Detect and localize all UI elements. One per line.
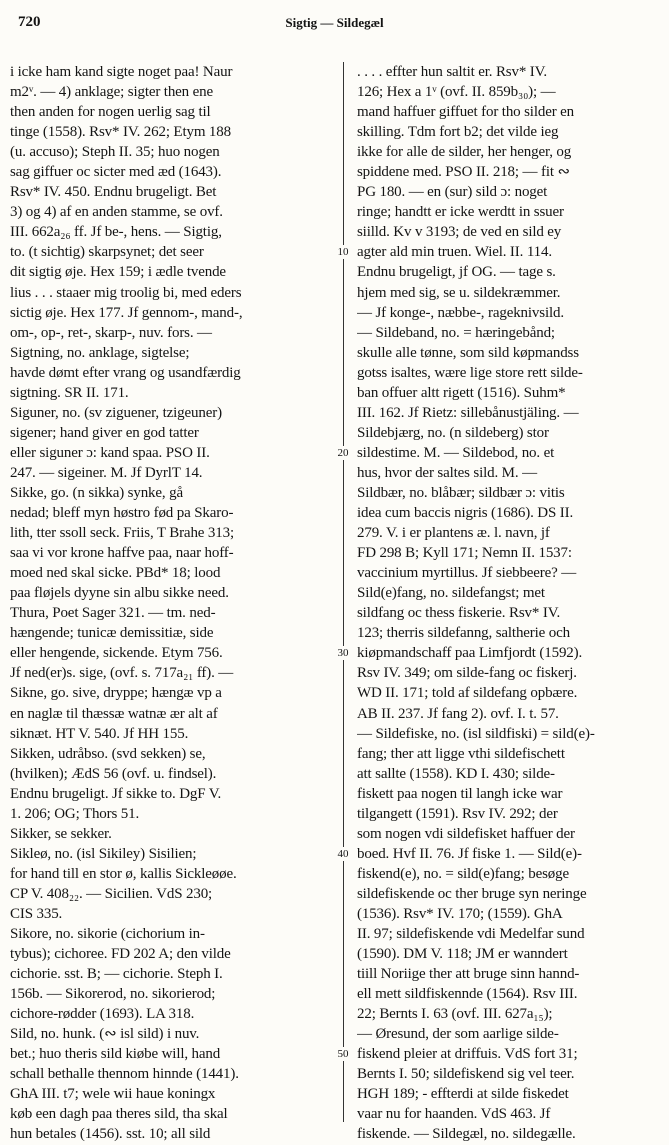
text-line: idea cum baccis nigris (1686). DS II. [357, 505, 574, 522]
text-line: 279. V. i er plantens æ. l. navn, jf [357, 525, 550, 542]
text-line: GhA III. t7; wele wii haue koningx [10, 1086, 216, 1103]
text-line: FD 298 B; Kyll 171; Nemn II. 1537: [357, 545, 572, 562]
text-line: fiskett paa nogen til langh icke war [357, 785, 563, 802]
text-line: sictig øje. Hex 177. Jf gennom-, mand-, [10, 304, 243, 321]
text-line: 1. 206; OG; Thors 51. [10, 805, 140, 822]
text-line: m2ᵛ. — 4) anklage; sigter then ene [10, 84, 213, 101]
text-line: agter ald min truen. Wiel. II. 114. [357, 244, 552, 261]
text-line: skulle alle tønne, som sild køpmandss [357, 344, 579, 361]
text-line: ringe; handtt er icke werdtt in ssuer [357, 204, 564, 221]
text-line: III. 162. Jf Rietz: sillebånustjäling. — [357, 404, 579, 421]
text-line: for hand till en stor ø, kallis Sickleøøe. [10, 865, 237, 882]
line-number-marker: 10 [330, 245, 356, 259]
line-number-marker: 50 [330, 1047, 356, 1061]
text-line: hun betales (1456). sst. 10; all sild [10, 1126, 211, 1143]
text-line: sildefiskende oc ther bruge syn neringe [357, 885, 587, 902]
text-line: II. 97; sildefiskende vdi Medelfar sund [357, 926, 585, 943]
text-line: 156b. — Sikorerod, no. sikorierod; [10, 986, 216, 1003]
text-line: (1590). DM V. 118; JM er wanndert [357, 946, 568, 963]
page-header [18, 14, 651, 40]
text-line: vaar nu for haanden. VdS 463. Jf [357, 1106, 551, 1123]
text-line: siknæt. HT V. 540. Jf HH 155. [10, 725, 189, 742]
text-line: 247. — sigeiner. M. Jf DyrlT 14. [10, 464, 203, 481]
text-line: Thura, Poet Sager 321. — tm. ned- [10, 605, 216, 622]
text-line: cichore-rødder (1693). LA 318. [10, 1006, 195, 1023]
text-line: Sigtning, no. anklage, sigtelse; [10, 344, 190, 361]
running-title: Sigtig — Sildegæl [285, 15, 384, 30]
text-line: lith, tter ssoll seck. Friis, T Brahe 313; [10, 525, 234, 542]
text-line: schall bethalle thennom hinnde (1441). [10, 1066, 239, 1083]
text-line: Bernts I. 50; sildefiskend sig vel teer. [357, 1066, 575, 1083]
text-line: sildfang oc thess fiskerie. Rsv* IV. [357, 605, 561, 622]
text-line: skilling. Tdm fort b2; det vilde ieg [357, 124, 559, 141]
text-line: cichorie. sst. B; — cichorie. Steph I. [10, 966, 223, 983]
text-line: WD II. 171; told af sildefang opbære. [357, 685, 578, 702]
text-line: Sild(e)fang, no. sildefangst; met [357, 585, 545, 602]
text-line: ell mett sildfiskennde (1564). Rsv III. [357, 986, 578, 1003]
text-line: boed. Hvf II. 76. Jf fiske 1. — Sild(e)- [357, 845, 582, 862]
text-line: ban offuer altt rigett (1516). Suhm* [357, 384, 566, 401]
text-line: saa vi vor krone haffve paa, naar hoff- [10, 545, 234, 562]
text-line: køb een dagh paa theres sild, tha skal [10, 1106, 228, 1123]
text-line: Jf ned(er)s. sige, (ovf. s. 717a₂₁ ff). — [10, 665, 234, 682]
text-line: then anden for nogen uerlig sag til [10, 104, 211, 121]
text-line: HGH 189; - effterdi at silde fiskedet [357, 1086, 569, 1103]
text-line: fiskend(e), no. = sild(e)fang; besøge [357, 865, 570, 882]
text-line: CIS 335. [10, 905, 63, 922]
text-line: PG 180. — en (sur) sild ɔ: noget [357, 184, 548, 201]
left-column [10, 62, 328, 1145]
line-number-marker: 30 [330, 646, 356, 660]
text-line: Siguner, no. (sv ziguener, tzigeuner) [10, 404, 222, 421]
text-line: Sikore, no. sikorie (cichorium in- [10, 926, 205, 943]
text-line: gotss isaltes, wære lige store rett silde- [357, 364, 583, 381]
text-line: . . . . effter hun saltit er. Rsv* IV. [357, 64, 547, 80]
text-line: Rsv* IV. 450. Endnu brugeligt. Bet [10, 184, 217, 201]
text-line: tiill Noriige ther att bruge sinn hannd- [357, 966, 580, 983]
text-line: hængende; tunicæ demissitiæ, side [10, 625, 214, 642]
page-number: 720 [18, 14, 41, 30]
text-line: — Øresund, der som aarlige silde- [357, 1026, 559, 1043]
text-line: — Sildefiske, no. (isl sildfiski) = sild(e)- [357, 725, 595, 742]
text-line: hus, hvor der saltes sild. M. — [357, 464, 537, 481]
text-line: fang; ther att ligge vthi sildefischett [357, 745, 565, 762]
text-line: sag giffuer oc sicter med æd (1643). [10, 164, 222, 181]
text-line: tinge (1558). Rsv* IV. 262; Etym 188 [10, 124, 231, 141]
text-line: hjem med sig, se u. sildekræmmer. [357, 284, 561, 301]
line-number-marker: 40 [330, 847, 356, 861]
text-line: Sikke, go. (n sikka) synke, gå [10, 484, 183, 501]
text-line: att sallte (1558). KD I. 430; silde- [357, 765, 555, 782]
text-line: i icke ham kand sigte noget paa! Naur [10, 64, 233, 80]
text-line: Sild, no. hunk. (∾ isl sild) i nuv. [10, 1026, 200, 1043]
text-line: moed ned skal sicke. PBd* 18; lood [10, 565, 221, 582]
text-line: — Sildeband, no. = hæringebånd; [357, 324, 555, 341]
text-line: ikke for alle de silder, her henger, og [357, 144, 572, 161]
text-line: Sildbær, no. blåbær; sildbær ɔ: vitis [357, 484, 565, 501]
text-line: 3) og 4) af en anden stamme, se ovf. [10, 204, 223, 221]
text-line: mand haffuer giffuet for tho silder en [357, 104, 575, 121]
text-line: 123; therris sildefanng, saltherie och [357, 625, 570, 642]
text-line: Sikken, udråbso. (svd sekken) se, [10, 745, 206, 762]
text-line: siilld. Kv v 3193; de ved en sild ey [357, 224, 562, 241]
text-line: om-, op-, ret-, skarp-, nuv. fors. — [10, 324, 212, 341]
text-line: (u. accuso); Steph II. 35; huo nogen [10, 144, 220, 161]
text-line: Rsv IV. 349; om silde-fang oc fiskerj. [357, 665, 577, 682]
text-line: eller siguner ɔ: kand spaa. PSO II. [10, 444, 210, 461]
text-line: sigtning. SR II. 171. [10, 384, 129, 401]
text-line: Sikker, se sekker. [10, 825, 112, 842]
text-line: Sikleø, no. (isl Sikiley) Sisilien; [10, 845, 197, 862]
text-line: Sildebjærg, no. (n sildeberg) stor [357, 424, 549, 441]
text-line: sildestime. M. — Sildebod, no. et [357, 444, 555, 461]
text-line: III. 662a₂₆ ff. Jf be-, hens. — Sigtig, [10, 224, 222, 241]
text-line: tybus); cichoree. FD 202 A; den vilde [10, 946, 231, 963]
text-line: havde dømt efter vrang og usandfærdig [10, 364, 241, 381]
text-line: sigener; hand giver en god tatter [10, 424, 199, 441]
text-line: som nogen vdi sildefisket haffuer der [357, 825, 575, 842]
text-line: fiskende. — Sildegæl, no. sildegælle. [357, 1126, 576, 1143]
text-line: dit sigtig øje. Hex 159; i ædle tvende [10, 264, 226, 281]
text-line: Sikne, go. sive, dryppe; hængæ vp a [10, 685, 222, 702]
text-line: spiddene med. PSO II. 218; — fit ∾ [357, 164, 570, 181]
line-number-marker: 20 [330, 446, 356, 460]
text-line: AB II. 237. Jf fang 2). ovf. I. t. 57. [357, 705, 559, 722]
text-line: paa fløjels dyyne sin albu sikke need. [10, 585, 229, 602]
text-line: to. (t sichtig) skarpsynet; det seer [10, 244, 204, 261]
text-line: eller hengende, sickende. Etym 756. [10, 645, 223, 662]
text-line: CP V. 408₂₂. — Sicilien. VdS 230; [10, 885, 213, 902]
text-line: lius . . . staaer mig troolig bi, med eders [10, 284, 242, 301]
text-line: (hvilken); ÆdS 56 (ovf. u. findsel). [10, 765, 217, 782]
text-line: bet.; huo theris sild kiøbe will, hand [10, 1046, 221, 1063]
text-line: tilgangett (1591). Rsv IV. 292; der [357, 805, 558, 822]
text-line: kiøpmandschaff paa Limfjordt (1592). [357, 645, 583, 662]
text-line: (1536). Rsv* IV. 170; (1559). GhA [357, 905, 563, 922]
column-divider [343, 62, 344, 1122]
text-line: 126; Hex a 1ᵛ (ovf. II. 859b₃₀); — [357, 84, 556, 101]
text-line: nedad; bleff myn høstro fød pa Skaro- [10, 505, 234, 522]
text-line: Endnu brugeligt, jf OG. — tage s. [357, 264, 556, 281]
text-line: en naglæ til thæssæ watnæ ær alt af [10, 705, 218, 722]
text-line: fiskend pleier at driffuis. VdS fort 31; [357, 1046, 578, 1063]
text-line: Endnu brugeligt. Jf sikke to. DgF V. [10, 785, 222, 802]
right-column [357, 62, 661, 1145]
text-line: vaccinium myrtillus. Jf siebbeere? — [357, 565, 577, 582]
text-line: — Jf konge-, næbbe-, rageknivsild. [357, 304, 564, 321]
text-line: 22; Bernts I. 63 (ovf. III. 627a₁₅); [357, 1006, 553, 1023]
